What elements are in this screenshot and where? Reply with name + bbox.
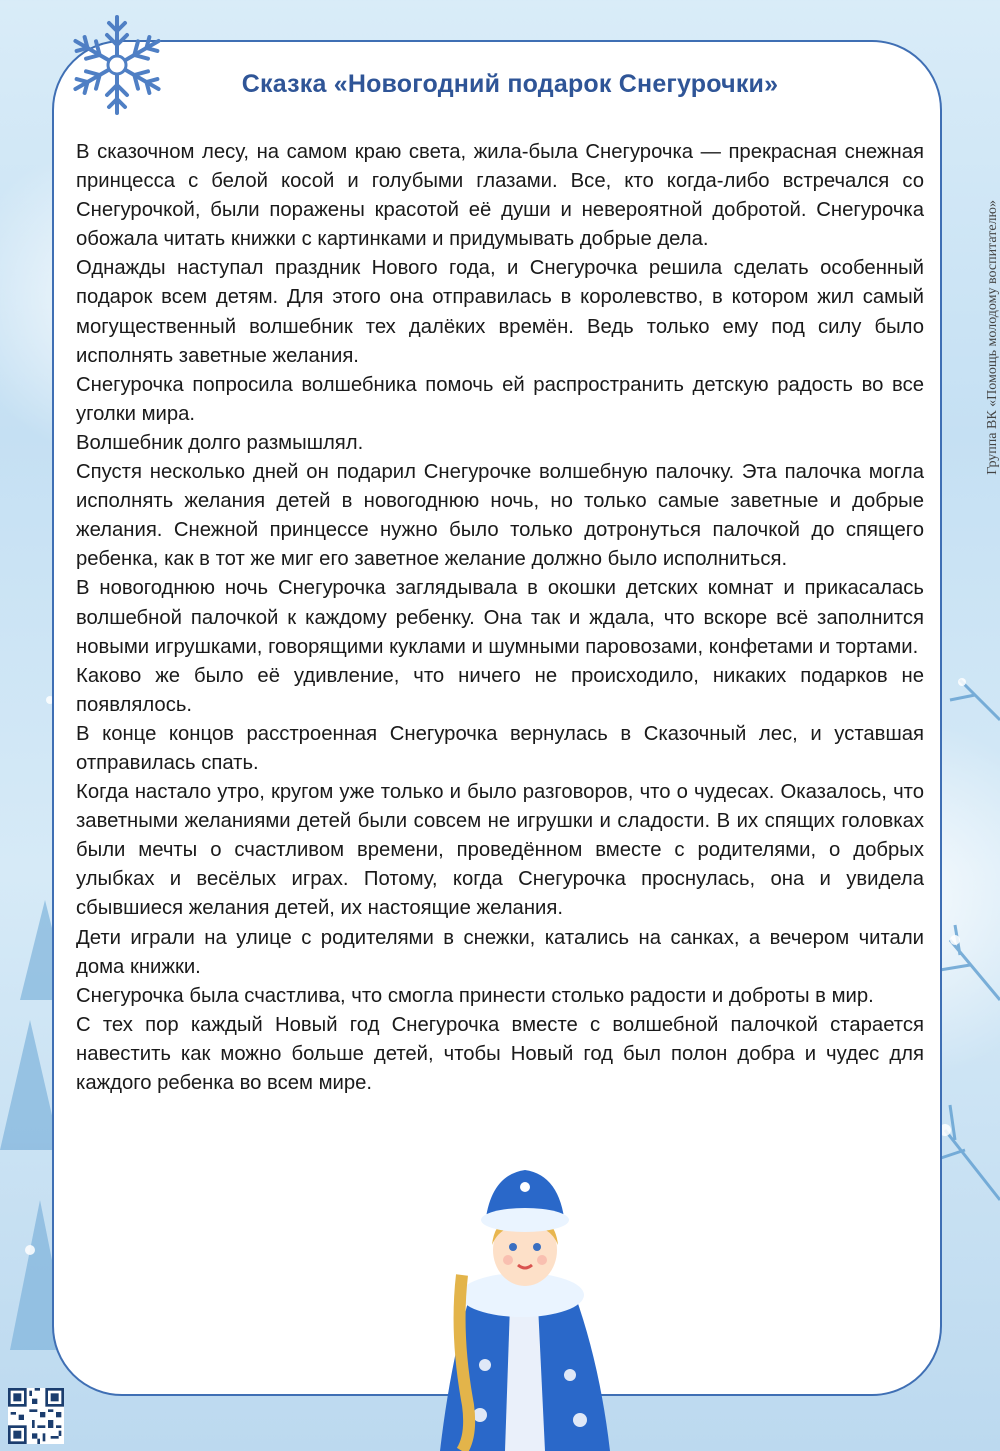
paragraph: Снегурочка попросила волшебника помочь ей распространить детскую радость во все уголки мира. — [76, 373, 924, 425]
paragraph: Спустя несколько дней он подарил Снегурочке волшебную палочку. Эта палочка могла исполнять желания детей в новогоднюю ночь, но только самые заветные и добрые желания. Снежной принцессе нужно было только дотронуться палочкой до спящего ребенка, как в тот же миг его заветное желание должно было исполниться. — [76, 461, 924, 571]
paragraph: В новогоднюю ночь Снегурочка заглядывала в окошки детских комнат и прикасалась волшебной палочкой к каждому ребенку. Она так и ждала, что вскоре всё заполнится новыми игрушками, говорящими куклами и шумными паровозами, конфетами и тортами. — [76, 577, 924, 658]
story-text — [76, 138, 924, 1098]
side-caption: Группа ВК «Помощь молодому воспитателю» — [985, 200, 1000, 475]
paragraph: Когда настало утро, кругом уже только и было разговоров, что о чудесах. Оказалось, что заветными желаниями детей были совсем не игрушки и сладости. В их спящих головках были мечты о счастливом времени, проведённом вместе с родителями, о добрых улыбках и весёлых играх. Потому, когда Снегурочка проснулась, она и увидела сбывшиеся желания детей, их настоящие желания. — [76, 781, 924, 920]
snegurochka-illustration — [410, 1165, 640, 1451]
page-title: Сказка «Новогодний подарок Снегурочки» — [241, 70, 779, 98]
snowflake-icon — [62, 10, 172, 120]
paragraph: В сказочном лесу, на самом краю света, жила-была Снегурочка — прекрасная снежная принцесса с белой косой и голубыми глазами. Все, кто когда-либо встречался со Снегурочкой, были поражены красотой её души и невероятной добротой. Снегурочка обожала читать книжки с картинками и придумывать добрые дела. — [76, 141, 924, 251]
paragraph: Снегурочка была счастлива, что смогла принести столько радости и доброты в мир. — [76, 984, 874, 1007]
paragraph: Каково же было её удивление, что ничего не происходило, никаких подарков не появлялось. — [76, 664, 924, 716]
paragraph: Однажды наступал праздник Нового года, и Снегурочка решила сделать особенный подарок всем детям. Для этого она отправилась в королевство, в котором жил самый могущественный волшебник тех далёких времён. Ведь только ему под силу было исполнять заветные желания. — [76, 257, 924, 367]
paragraph: Волшебник долго размышлял. — [76, 431, 364, 454]
qr-code-icon[interactable] — [8, 1388, 64, 1444]
paragraph: В конце концов расстроенная Снегурочка вернулась в Сказочный лес, и уставшая отправилась спать. — [76, 722, 924, 774]
paragraph: С тех пор каждый Новый год Снегурочка вместе с волшебной палочкой старается навестить как можно больше детей, чтобы Новый год был полон добра и чудес для каждого ребенка во всем мире. — [76, 1013, 924, 1094]
paragraph: Дети играли на улице с родителями в снежки, катались на санках, а вечером читали дома книжки. — [76, 926, 924, 978]
